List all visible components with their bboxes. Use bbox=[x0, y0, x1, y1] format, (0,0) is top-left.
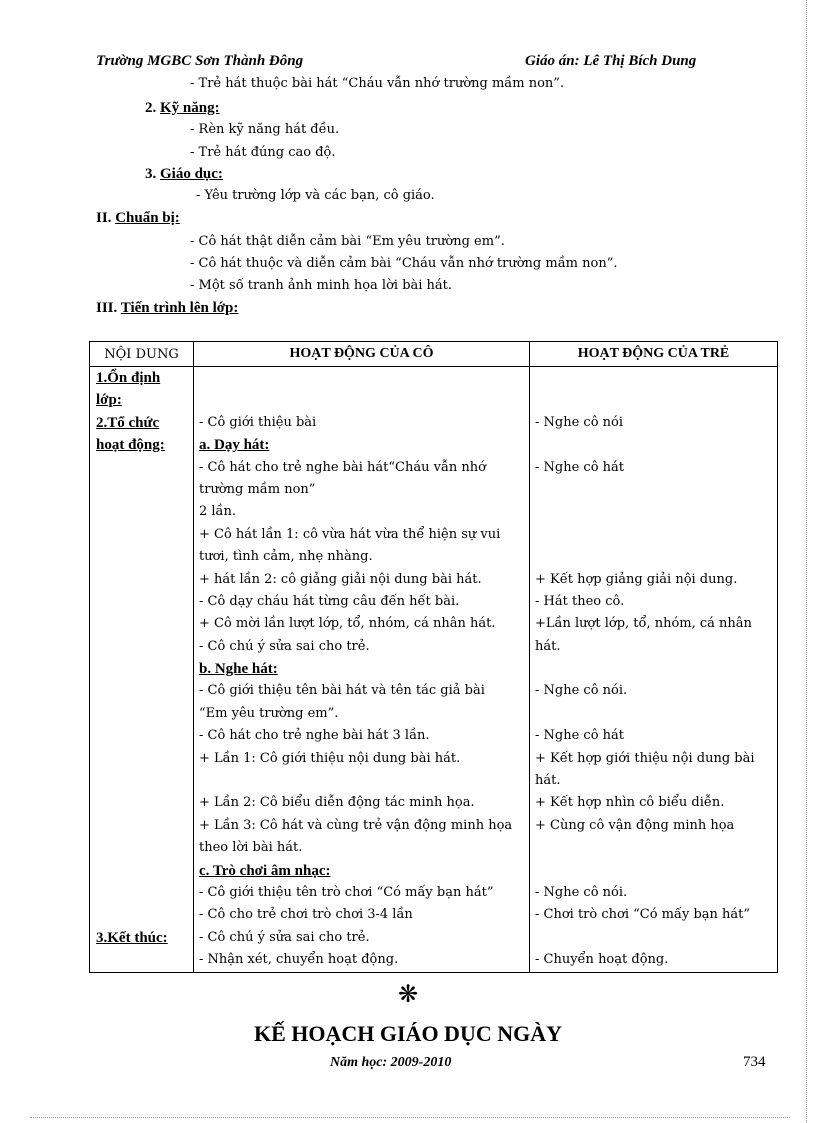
col2-line bbox=[194, 770, 529, 792]
prep-heading bbox=[96, 210, 180, 227]
col2-line: + hát lần 2: cô giảng giải nội dung bài hát. bbox=[199, 571, 482, 587]
prep-title: Chuẩn bị: bbox=[115, 210, 180, 226]
col2-line: + Lần 1: Cô giới thiệu nội dung bài hát. bbox=[199, 750, 461, 766]
col3-line: - Chơi trò chơi “Có mấy bạn hát” bbox=[535, 907, 751, 923]
col1-line bbox=[90, 546, 193, 568]
col2-line: - Cô cho trẻ chơi trò chơi 3-4 lần bbox=[199, 907, 413, 923]
col1-line bbox=[90, 479, 193, 501]
lesson-plan-table bbox=[89, 341, 778, 973]
child-activity-column bbox=[530, 367, 778, 973]
header-content: NỘI DUNG bbox=[90, 342, 194, 367]
col1-line bbox=[90, 636, 193, 658]
col1-line bbox=[90, 569, 193, 591]
school-name: Trường MGBC Sơn Thành Đông bbox=[96, 53, 304, 69]
col3-line bbox=[530, 860, 777, 882]
col3-line: hát. bbox=[535, 638, 561, 654]
prep-item: - Cô hát thuộc và diễn cảm bài “Cháu vẫn nhớ trường mầm non”. bbox=[190, 256, 618, 271]
col2-line: + Cô mời lần lượt lớp, tổ, nhóm, cá nhân hát. bbox=[199, 616, 496, 632]
col3-line: hát. bbox=[535, 773, 561, 789]
ornament-icon: ❋ bbox=[397, 980, 419, 1008]
col3-line bbox=[530, 434, 777, 456]
process-number: III. bbox=[96, 300, 118, 316]
col3-line: - Nghe cô nói bbox=[535, 414, 624, 430]
col1-line bbox=[90, 860, 193, 882]
col2-line: - Cô giới thiệu tên trò chơi “Có mấy bạn hát” bbox=[199, 884, 494, 900]
col2-line: - Cô chú ý sửa sai cho trẻ. bbox=[199, 929, 370, 945]
col2-line: - Cô dạy cháu hát từng câu đến hết bài. bbox=[199, 593, 460, 609]
col2-line: - Cô hát cho trẻ nghe bài hát“Cháu vẫn nhớ bbox=[199, 459, 486, 475]
col1-line bbox=[90, 748, 193, 770]
education-item: - Yêu trường lớp và các bạn, cô giáo. bbox=[196, 188, 435, 203]
col3-line: +Lần lượt lớp, tổ, nhóm, cá nhân bbox=[535, 616, 752, 632]
prep-item: - Cô hát thật diễn cảm bài “Em yêu trường em”. bbox=[190, 234, 505, 249]
prep-number: II. bbox=[96, 210, 112, 226]
col2-line bbox=[194, 367, 529, 389]
skills-title: Kỹ năng: bbox=[160, 100, 220, 116]
process-title: Tiến trình lên lớp: bbox=[120, 300, 239, 316]
col3-line: - Nghe cô nói. bbox=[535, 683, 628, 699]
col1-line bbox=[90, 613, 193, 635]
skills-heading bbox=[145, 100, 220, 117]
col1-line bbox=[90, 725, 193, 747]
col3-line bbox=[530, 546, 777, 568]
col3-line: + Kết hợp nhìn cô biểu diễn. bbox=[535, 795, 725, 811]
col3-line bbox=[530, 837, 777, 859]
skills-item: - Trẻ hát đúng cao độ. bbox=[190, 145, 336, 160]
education-heading bbox=[145, 166, 223, 183]
col3-line: - Chuyển hoạt động. bbox=[535, 952, 669, 968]
col3-line bbox=[530, 524, 777, 546]
skills-item: - Rèn kỹ năng hát đều. bbox=[190, 122, 340, 137]
col1-line: 2.Tổ chức bbox=[96, 414, 160, 431]
col2-line: b. Nghe hát: bbox=[199, 661, 278, 678]
content-column bbox=[90, 367, 194, 973]
col2-line: c. Trò chơi âm nhạc: bbox=[199, 862, 331, 879]
education-title: Giáo dục: bbox=[160, 166, 223, 182]
col2-line: - Nhận xét, chuyển hoạt động. bbox=[199, 952, 399, 968]
col2-line: theo lời bài hát. bbox=[199, 840, 303, 856]
col2-line: a. Dạy hát: bbox=[199, 437, 270, 454]
col1-line bbox=[90, 524, 193, 546]
header-child-activity: HOẠT ĐỘNG CỦA TRẺ bbox=[530, 342, 778, 367]
col2-line: + Cô hát lần 1: cô vừa hát vừa thể hiện sự vui bbox=[199, 526, 501, 542]
skills-number: 2. bbox=[145, 100, 157, 116]
col2-line: - Cô giới thiệu bài bbox=[199, 414, 317, 430]
col2-line: trường mầm non” bbox=[199, 481, 316, 497]
school-year: Năm học: 2009-2010 bbox=[330, 1055, 452, 1070]
col1-line bbox=[90, 837, 193, 859]
col3-line: + Kết hợp giảng giải nội dung. bbox=[535, 571, 738, 587]
education-number: 3. bbox=[145, 166, 157, 182]
teacher-name: Giáo án: Lê Thị Bích Dung bbox=[525, 53, 697, 69]
page-border-right bbox=[806, 0, 807, 1123]
col3-line bbox=[530, 927, 777, 949]
col3-line: + Kết hợp giới thiệu nội dung bài bbox=[535, 750, 755, 766]
footer-title: KẾ HOẠCH GIÁO DỤC NGÀY bbox=[253, 1021, 562, 1046]
col2-line: + Lần 3: Cô hát và cùng trẻ vận động minh họa bbox=[199, 817, 513, 833]
table-header-row bbox=[90, 342, 778, 367]
process-heading bbox=[96, 300, 238, 317]
col3-line: - Hát theo cô. bbox=[535, 593, 625, 609]
col2-line: tươi, tình cảm, nhẹ nhàng. bbox=[199, 549, 373, 565]
col1-line bbox=[90, 770, 193, 792]
col1-line: lớp: bbox=[96, 392, 122, 409]
header-teacher-activity: HOẠT ĐỘNG CỦA CÔ bbox=[194, 342, 530, 367]
col1-line: 3.Kết thúc: bbox=[96, 929, 168, 946]
col1-line bbox=[90, 882, 193, 904]
col1-line bbox=[90, 792, 193, 814]
col3-line: + Cùng cô vận động minh họa bbox=[535, 817, 735, 833]
col2-line: - Cô chú ý sửa sai cho trẻ. bbox=[199, 638, 370, 654]
col1-line bbox=[90, 680, 193, 702]
col3-line bbox=[530, 367, 777, 389]
col1-line bbox=[90, 703, 193, 725]
col1-line bbox=[90, 658, 193, 680]
col1-line bbox=[90, 904, 193, 926]
prep-item: - Một số tranh ảnh minh họa lời bài hát. bbox=[190, 278, 453, 293]
col3-line bbox=[530, 479, 777, 501]
page-border-bottom bbox=[30, 1117, 790, 1118]
col2-line: - Cô giới thiệu tên bài hát và tên tác giả bài bbox=[199, 683, 485, 699]
col2-line bbox=[194, 389, 529, 411]
col1-line: 1.Ổn định bbox=[96, 370, 161, 386]
col2-line: - Cô hát cho trẻ nghe bài hát 3 lần. bbox=[199, 728, 430, 744]
col1-line bbox=[90, 457, 193, 479]
col1-line bbox=[90, 591, 193, 613]
col2-line: 2 lần. bbox=[199, 504, 237, 520]
table-body-row bbox=[90, 367, 778, 973]
col3-line bbox=[530, 501, 777, 523]
knowledge-line: - Trẻ hát thuộc bài hát “Cháu vẫn nhớ trường mầm non”. bbox=[190, 76, 565, 91]
col1-line bbox=[90, 815, 193, 837]
col3-line: - Nghe cô hát bbox=[535, 459, 625, 475]
col2-line: + Lần 2: Cô biểu diễn động tác minh họa. bbox=[199, 795, 475, 811]
col1-line bbox=[90, 501, 193, 523]
col3-line bbox=[530, 703, 777, 725]
teacher-activity-column bbox=[194, 367, 530, 973]
col3-line bbox=[530, 658, 777, 680]
col3-line bbox=[530, 389, 777, 411]
col2-line: “Em yêu trường em”. bbox=[199, 705, 339, 721]
col3-line: - Nghe cô nói. bbox=[535, 884, 628, 900]
col3-line: - Nghe cô hát bbox=[535, 728, 625, 744]
page-number: 734 bbox=[743, 1054, 766, 1070]
col1-line: hoạt động: bbox=[96, 437, 165, 454]
